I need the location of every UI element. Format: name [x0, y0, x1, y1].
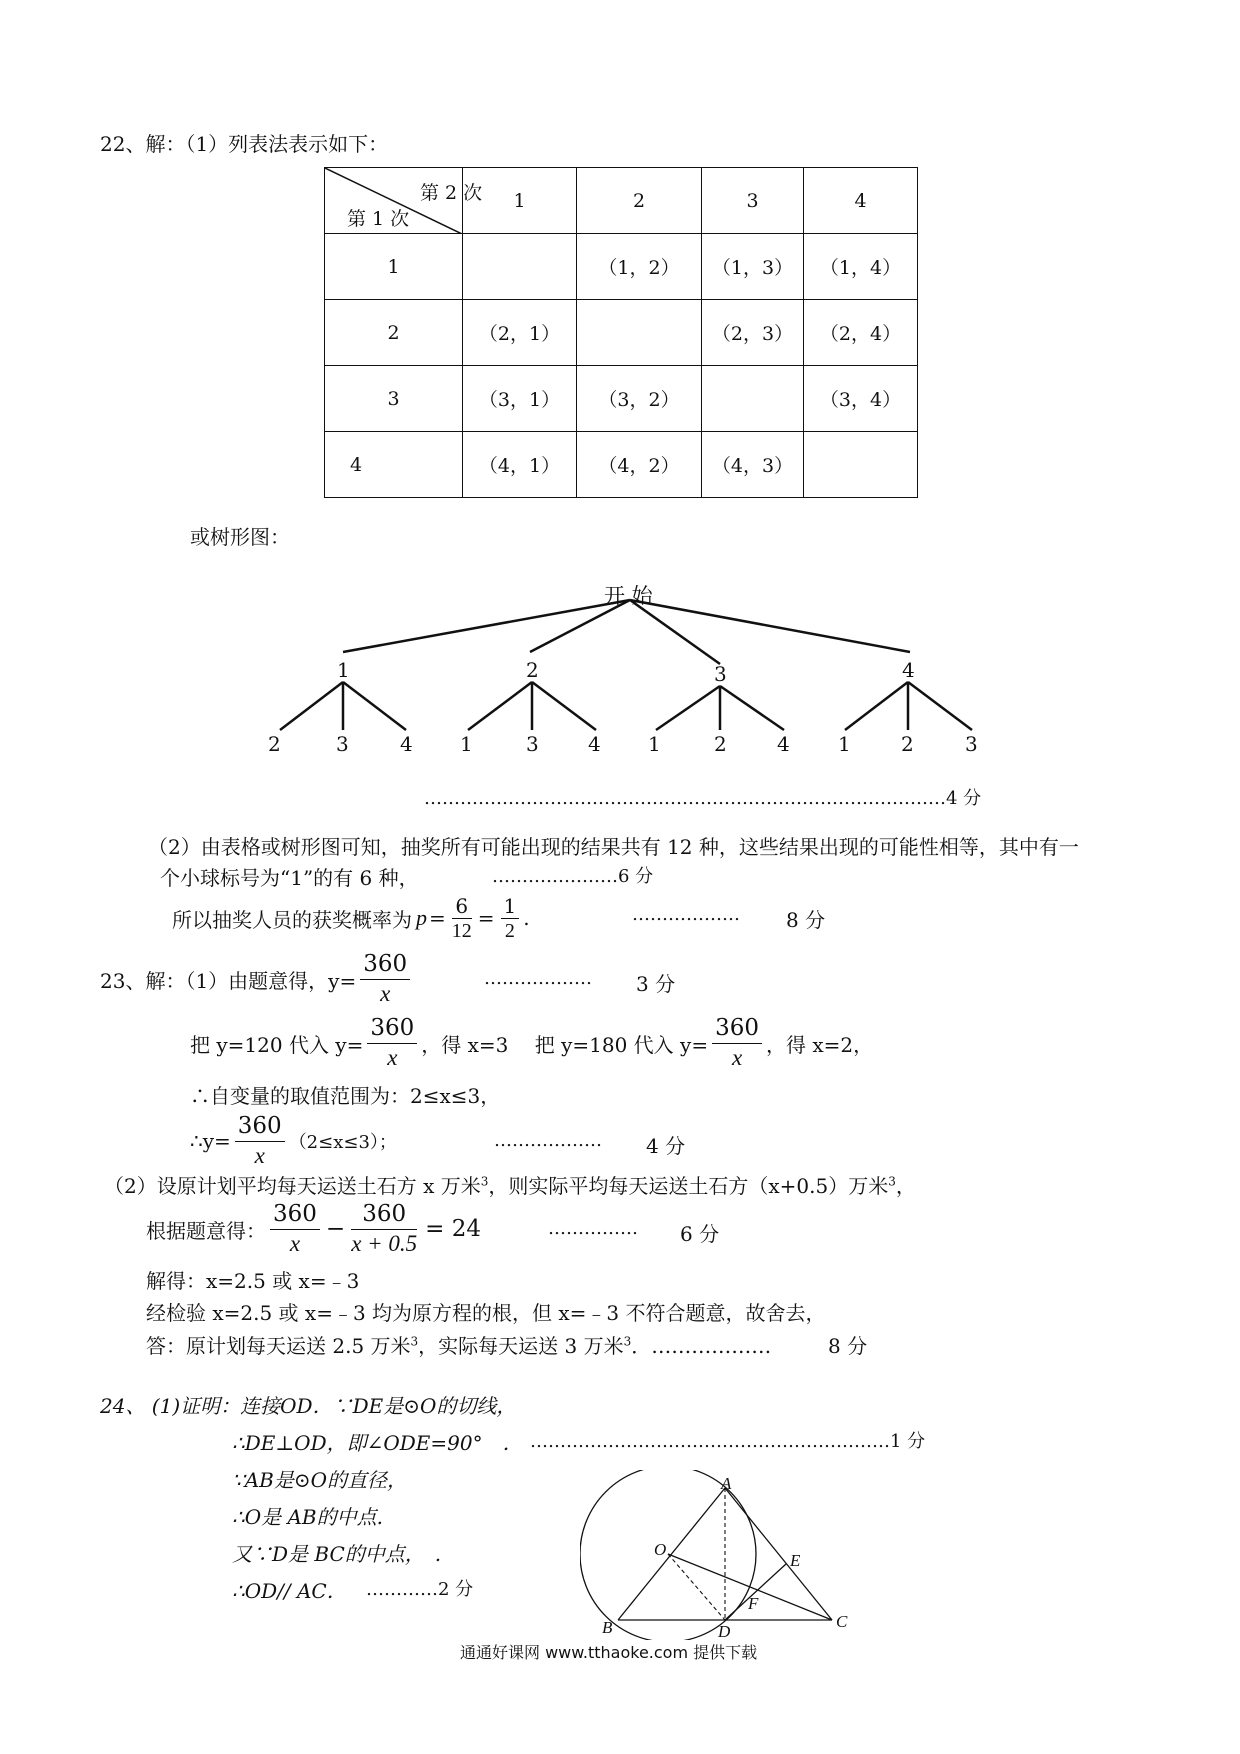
- minus-sign: −: [325, 1216, 346, 1242]
- table-cell: （1，4）: [804, 234, 918, 300]
- q23-l6-dots: ……………: [548, 1218, 638, 1239]
- frac-den: x + 0.5: [351, 1230, 418, 1256]
- q23-line3: ∴自变量的取值范围为：2≤x≤3，: [190, 1084, 501, 1108]
- table-cell: （3，1）: [463, 366, 577, 432]
- tree-leaf: 4: [777, 732, 790, 756]
- tree-root: 开 始: [604, 584, 653, 608]
- table-cell: （3，2）: [577, 366, 702, 432]
- page-footer: 通通好课网 www.tthaoke.com 提供下载: [460, 1643, 758, 1662]
- frac-den: x: [387, 1044, 398, 1070]
- prob-prefix: 所以抽奖人员的获奖概率为: [172, 907, 412, 932]
- tree-node-l1: 1: [337, 658, 350, 682]
- probability-line: [172, 888, 530, 948]
- tree-diagram: [0, 0, 1240, 800]
- q23-l4-prefix: ∴y=: [190, 1129, 231, 1153]
- tree-leaf: 4: [400, 732, 413, 756]
- tree-leaf: 3: [526, 732, 539, 756]
- point-label-b: B: [602, 1618, 613, 1637]
- row-header: 4: [325, 432, 463, 498]
- fraction-360-xplus: [351, 1201, 417, 1257]
- q23-l5-a: （2）设原计划平均每天运送土石方 x 万米: [104, 1174, 481, 1198]
- q23-l2-c: ，得 x=2，: [766, 1032, 874, 1057]
- frac-num: 360: [235, 1113, 285, 1142]
- q22-part2-line1: （2）由表格或树形图可知，抽奖所有可能出现的结果共有 12 种，这些结果出现的可能性相等，其中有一: [148, 835, 1079, 859]
- frac-den: x: [289, 1230, 301, 1256]
- tree-leaf: 4: [588, 732, 601, 756]
- frac-den: x: [380, 980, 391, 1006]
- table-cell: （4，1）: [463, 432, 577, 498]
- q23-l5-end: ，: [895, 1174, 916, 1198]
- q23-l9-b: ，实际每天运送 3 万米: [418, 1334, 624, 1358]
- q23-l9-a: 答：原计划每天运送 2.5 万米: [146, 1334, 411, 1358]
- tree-leaf: 2: [268, 732, 281, 756]
- period: .: [523, 906, 530, 930]
- q23-l4-suffix: （2≤x≤3）；: [288, 1132, 397, 1153]
- fraction-1-2: [501, 894, 520, 943]
- q24-line4: ∴O是 AB的中点.: [232, 1505, 383, 1529]
- point-label-a: A: [721, 1474, 732, 1493]
- fraction-360-x: [712, 1015, 762, 1071]
- q23-line6: [146, 1198, 481, 1260]
- corner-label-first: 第 1 次: [347, 208, 410, 230]
- fraction-360-x: [235, 1113, 285, 1169]
- tree-leaf: 3: [965, 732, 978, 756]
- q24-l2-dots: ……………………………………………………1 分: [530, 1431, 926, 1452]
- point-label-o: O: [654, 1540, 667, 1559]
- frac-num: 360: [712, 1015, 762, 1044]
- frac-den: x: [254, 1142, 265, 1168]
- tree-leaf: 3: [336, 732, 349, 756]
- table-cell: （2，1）: [463, 300, 577, 366]
- row-header: 2: [325, 300, 463, 366]
- tree-node-l1: 3: [714, 662, 727, 686]
- table-cell: （1，3）: [702, 234, 804, 300]
- q23-l9-c: ．………………: [631, 1334, 772, 1358]
- sup-3: 3: [410, 1334, 419, 1349]
- q23-line2: [190, 1012, 873, 1074]
- table-cell: （1，2）: [577, 234, 702, 300]
- tree-leaf: 2: [714, 732, 727, 756]
- frac-den: 2: [504, 919, 515, 942]
- frac-num: 1: [501, 894, 520, 919]
- point-label-e: E: [790, 1551, 801, 1570]
- fraction-360-x: [270, 1201, 320, 1257]
- row-header: 1: [325, 234, 463, 300]
- sup-3: 3: [888, 1174, 896, 1189]
- q23-line4: [190, 1110, 397, 1172]
- q23-l2-b: ，得 x=3 把 y=180 代入 y=: [421, 1032, 709, 1057]
- tree-node-l1: 2: [526, 658, 539, 682]
- prob-p: p: [416, 905, 427, 930]
- row-header: 3: [325, 366, 463, 432]
- sup-3: 3: [480, 1174, 489, 1189]
- q23-line5: [104, 1170, 916, 1199]
- q23-l1-dots: ………………: [484, 968, 592, 989]
- score-4b: 4 分: [646, 1134, 686, 1158]
- table-cell: （2，3）: [702, 300, 804, 366]
- q24-line6: ∴OD// AC．: [232, 1579, 347, 1603]
- table-cell: （4，2）: [577, 432, 702, 498]
- col-header: 4: [804, 168, 918, 234]
- score-4: ……………………………………………………………………………4 分: [424, 788, 982, 809]
- q23-line8: 经检验 x=2.5 或 x=﹣3 均为原方程的根，但 x=﹣3 不符合题意，故舍去，: [146, 1301, 826, 1325]
- q23-l5-b: ，则实际平均每天运送土石方（x+0.5）万米: [488, 1174, 889, 1198]
- corner-label-second: 第 2 次: [420, 182, 483, 204]
- score-6b: 6 分: [680, 1222, 720, 1246]
- score-8b: 8 分: [828, 1334, 868, 1358]
- table-cell: （2，4）: [804, 300, 918, 366]
- tree-node-l1: 4: [902, 658, 915, 682]
- point-label-c: C: [836, 1612, 848, 1631]
- frac-num: 360: [367, 1015, 417, 1044]
- q24-line3: ∵AB是⊙O的直径，: [232, 1468, 408, 1492]
- q23-line1: [100, 948, 414, 1010]
- frac-num: 360: [360, 951, 410, 980]
- circle-o: [580, 1470, 759, 1640]
- q23-l4-dots: ………………: [494, 1130, 602, 1151]
- fraction-6-12: [452, 894, 472, 943]
- q24-line5: 又∵D是 BC的中点， .: [232, 1542, 442, 1566]
- tree-leaf: 2: [901, 732, 914, 756]
- q23-l2-a: 把 y=120 代入 y=: [190, 1032, 364, 1057]
- q22-heading: 22、解：（1）列表法表示如下：: [100, 132, 389, 156]
- frac-num: 360: [351, 1201, 417, 1230]
- q24-line2: ∴DE⊥OD，即∠ODE=90° ．: [232, 1431, 523, 1455]
- q23-line9: [146, 1330, 771, 1359]
- frac-num: 360: [270, 1201, 320, 1230]
- score-6: …………………6 分: [492, 866, 654, 887]
- tree-leaf: 1: [838, 732, 851, 756]
- equals-sign: =: [477, 906, 495, 930]
- fraction-360-x: [360, 951, 410, 1007]
- q22-part2-line2: 个小球标号为“1”的有 6 种，: [160, 866, 419, 890]
- q24-line1: 24、 (1)证明：连接OD．∵DE是⊙O的切线，: [100, 1394, 517, 1418]
- circle-geometry-figure: [580, 1470, 870, 1640]
- col-header: 1: [463, 168, 577, 234]
- q23-l6-prefix: 根据题意得：: [146, 1218, 266, 1243]
- table-cell: （4，3）: [702, 432, 804, 498]
- fraction-360-x: [367, 1015, 417, 1071]
- tree-intro: 或树形图：: [190, 525, 290, 549]
- prob-dots: ………………: [632, 904, 740, 925]
- score-8: 8 分: [786, 908, 826, 932]
- col-header: 2: [577, 168, 702, 234]
- col-header: 3: [702, 168, 804, 234]
- point-label-d: D: [718, 1622, 731, 1641]
- tree-leaf: 1: [648, 732, 661, 756]
- frac-den: x: [731, 1044, 743, 1070]
- q23-line7: 解得：x=2.5 或 x=﹣3: [146, 1269, 360, 1293]
- equation-rhs: = 24: [425, 1216, 482, 1242]
- frac-num: 6: [452, 894, 472, 919]
- q24-l6-dots: …………2 分: [366, 1579, 474, 1600]
- sup-3: 3: [623, 1334, 632, 1349]
- tree-leaf: 1: [460, 732, 473, 756]
- frac-den: 12: [451, 919, 472, 942]
- table-cell: （3，4）: [804, 366, 918, 432]
- equals-sign: =: [429, 906, 446, 930]
- point-label-f: F: [748, 1594, 759, 1613]
- score-3: 3 分: [636, 972, 676, 996]
- q23-l1-prefix: 23、解：（1）由题意得，y=: [100, 968, 357, 993]
